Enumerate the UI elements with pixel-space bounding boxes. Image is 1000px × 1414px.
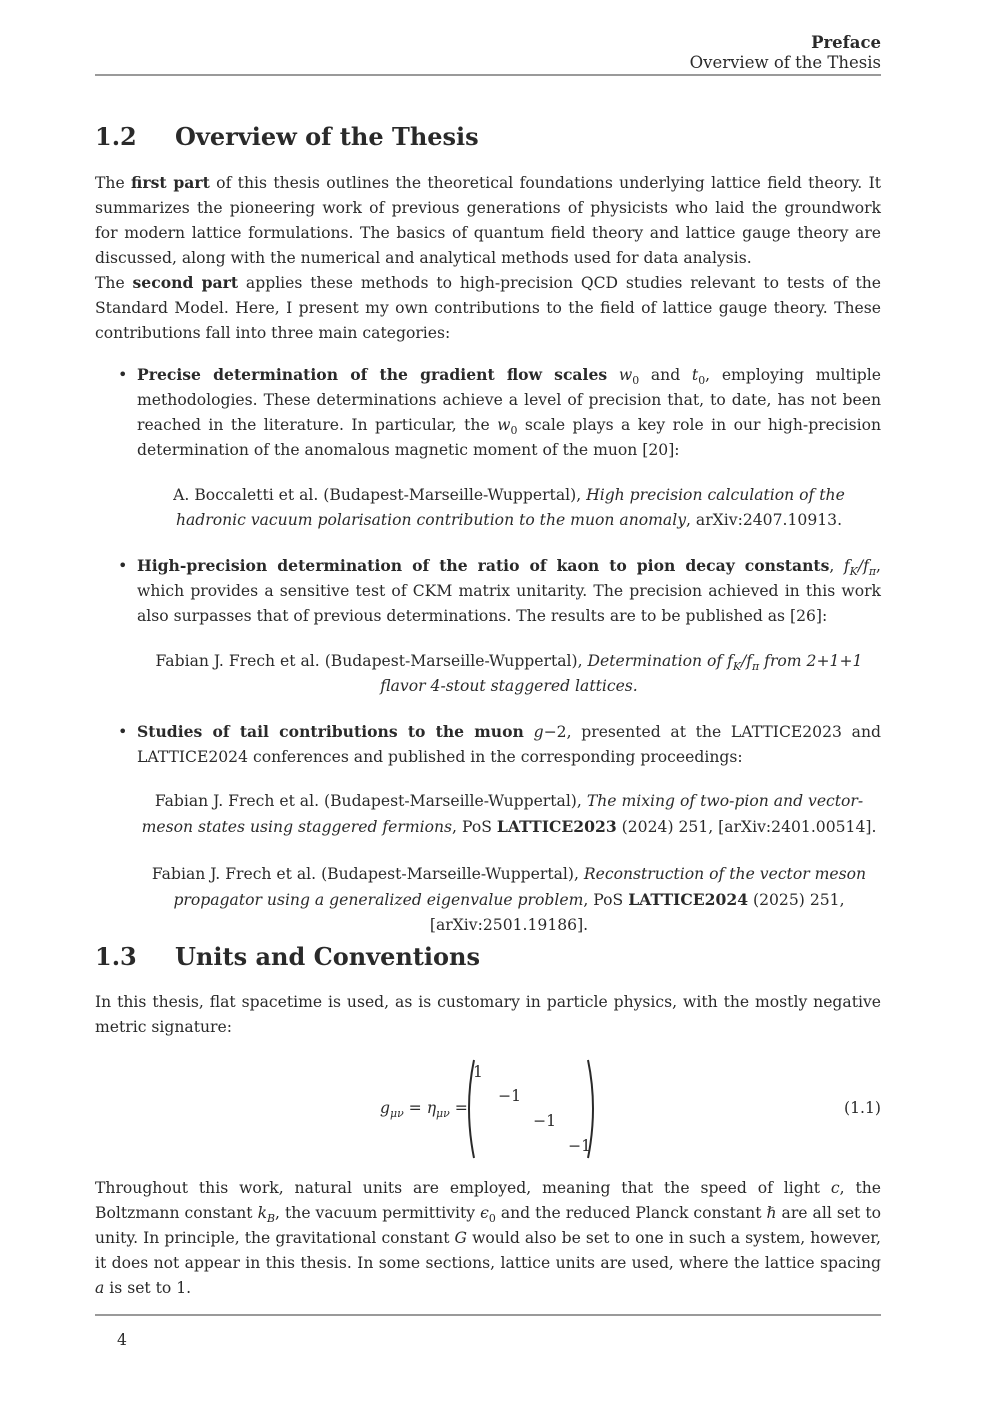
math-symbol: ℏ xyxy=(766,1204,777,1222)
citation-title: Determination of xyxy=(587,652,728,670)
page-number: 4 xyxy=(117,1331,127,1349)
text: and the reduced Planck constant xyxy=(495,1204,767,1222)
matrix-entry: −1 xyxy=(533,1112,556,1130)
text: and xyxy=(639,366,692,384)
section-number: 1.2 xyxy=(95,122,137,151)
header-rule xyxy=(95,74,881,76)
math-operator: = xyxy=(449,1099,468,1117)
text: of this thesis outlines the theoretical foundations underlying lattice field theory. It summarizes the pioneering work of previous generations of physicists who laid the groundwork for modern lattice formulations. The basics of quantum field theory and lattice gauge theory are discussed, along with the numerical and analytical methods used for data analysis. xyxy=(95,174,882,267)
math-operator: = xyxy=(403,1099,427,1117)
citation-authors: Fabian J. Frech et al. (Budapest-Marseille-Wuppertal), xyxy=(155,652,588,670)
list-item-muon-tail xyxy=(137,719,881,770)
section-heading-overview xyxy=(95,122,479,152)
bullet-marker: • xyxy=(118,365,128,384)
math-symbol: a xyxy=(95,1279,105,1297)
text: The xyxy=(95,174,132,192)
citation-boccaletti xyxy=(137,483,881,533)
bold-term: Precise determination of the gradient flow scales xyxy=(137,365,608,384)
math-symbol: /f xyxy=(741,652,753,670)
citation-title: Reconstruction of the vector meson propagator using a generalized eigenvalue problem xyxy=(173,865,867,909)
text: , which provides a sensitive test of CKM matrix unitarity. The precision achieved in this work also surpasses that of previous determinations. The results are to be published as [26]: xyxy=(137,557,881,625)
section-title: Units and Conventions xyxy=(175,942,480,971)
running-header-section: Overview of the Thesis xyxy=(689,53,881,72)
list-item-kaon-pion xyxy=(137,553,881,629)
math-symbol: k xyxy=(257,1204,268,1222)
citation-authors: Fabian J. Frech et al. (Budapest-Marseille-Wuppertal), xyxy=(151,865,584,883)
text: The xyxy=(95,274,133,292)
math-subscript: μν xyxy=(389,1107,404,1121)
math-symbol: w xyxy=(497,416,511,434)
math-symbol: w xyxy=(618,366,633,384)
citation-authors: Fabian J. Frech et al. (Budapest-Marseille-Wuppertal), xyxy=(154,792,587,810)
math-subscript: 0 xyxy=(488,1212,496,1226)
citation-frech-lattice2024 xyxy=(137,862,881,938)
bullet-marker: • xyxy=(118,556,128,575)
citation-title: High precision calculation of the hadronic vacuum polarisation contribution to the muon anomaly xyxy=(175,486,845,529)
equation-lhs xyxy=(380,1098,468,1121)
text: is set to 1. xyxy=(104,1279,192,1297)
math-symbol: g xyxy=(523,723,544,741)
math-subscript: 0 xyxy=(632,374,640,388)
math-subscript: K xyxy=(732,660,742,674)
math-subscript: K xyxy=(849,565,858,579)
citation-ref: (2025) 251, [arXiv:2501.19186]. xyxy=(429,891,845,934)
math-symbol: /f xyxy=(857,557,869,575)
math-text: −2 xyxy=(543,723,567,741)
math-symbol: f xyxy=(727,652,733,670)
text: , presented at the LATTICE2023 and LATTICE2024 conferences and published in the corresponding proceedings: xyxy=(137,723,881,766)
bold-term: second part xyxy=(132,273,239,292)
citation-ref: (2024) 251, [arXiv:2401.00514]. xyxy=(616,818,877,836)
citation-authors: A. Boccaletti et al. (Budapest-Marseille-Wuppertal), xyxy=(173,486,587,504)
paragraph-second-part xyxy=(95,270,881,346)
math-symbol: η xyxy=(426,1099,437,1117)
citation-volume: LATTICE2024 xyxy=(628,890,749,909)
bold-term: first part xyxy=(131,173,210,192)
math-subscript: B xyxy=(267,1212,276,1226)
math-symbol: f xyxy=(843,557,850,575)
citation-title: from 2+1+1 flavor 4-stout staggered lattices. xyxy=(380,652,863,695)
math-subscript: 0 xyxy=(510,424,518,438)
text: , xyxy=(829,557,844,575)
math-subscript: π xyxy=(868,565,877,579)
text: , the vacuum permittivity xyxy=(275,1204,481,1222)
citation-ref: , arXiv:2407.10913. xyxy=(686,511,843,529)
bullet-marker: • xyxy=(118,722,128,741)
section-heading-units xyxy=(95,942,480,972)
text: are all set to unity. In principle, the gravitational constant xyxy=(95,1204,881,1247)
math-symbol: ϵ xyxy=(480,1204,489,1222)
text: scale plays a key role in our high-precision determination of the anomalous magnetic moment of the muon [20]: xyxy=(137,416,881,459)
paragraph-first-part xyxy=(95,170,881,271)
matrix-entry: 1 xyxy=(473,1063,483,1081)
math-subscript: π xyxy=(752,660,760,674)
bold-term: Studies of tail contributions to the muon xyxy=(137,722,524,741)
equation-number: (1.1) xyxy=(844,1099,881,1117)
matrix-entry: −1 xyxy=(568,1137,591,1155)
citation-frech-fk-fpi xyxy=(137,649,881,699)
matrix-entry: −1 xyxy=(498,1087,521,1105)
running-header-chapter: Preface xyxy=(811,33,881,52)
math-symbol: G xyxy=(454,1229,468,1247)
math-symbol: g xyxy=(380,1099,390,1117)
text: applies these methods to high-precision QCD studies relevant to tests of the Standard Model. Here, I present my own contributions to the field of lattice gauge theory. These contributions fall into three main categories: xyxy=(95,274,881,342)
text: , PoS xyxy=(583,891,629,909)
bold-term: High-precision determination of the ratio of kaon to pion decay constants xyxy=(137,556,830,575)
math-symbol: t xyxy=(691,366,699,384)
text: , the Boltzmann constant xyxy=(95,1179,882,1222)
citation-title: The mixing of two-pion and vector-meson states using staggered fermions xyxy=(141,792,864,836)
footer-rule xyxy=(95,1314,881,1316)
text: , employing multiple methodologies. These determinations achieve a level of precision that, to date, has not been reached in the literature. In particular, the xyxy=(137,366,881,434)
section-title: Overview of the Thesis xyxy=(175,122,479,151)
text: would also be set to one in such a system, however, it does not appear in this thesis. In some sections, lattice units are used, where the lattice spacing xyxy=(95,1229,881,1272)
text: , PoS xyxy=(452,818,497,836)
math-subscript: μν xyxy=(436,1107,450,1121)
text: Throughout this work, natural units are employed, meaning that the speed of light xyxy=(95,1179,831,1197)
citation-volume: LATTICE2023 xyxy=(496,817,617,836)
paragraph-metric-intro: In this thesis, flat spacetime is used, as is customary in particle physics, with the mostly negative metric signature: xyxy=(95,993,881,1036)
math-subscript: 0 xyxy=(698,374,706,388)
list-item-gradient-flow xyxy=(137,362,881,463)
math-symbol: c xyxy=(830,1179,840,1197)
section-number: 1.3 xyxy=(95,942,137,971)
paragraph-natural-units xyxy=(95,1176,881,1301)
citation-frech-lattice2023 xyxy=(137,789,881,840)
